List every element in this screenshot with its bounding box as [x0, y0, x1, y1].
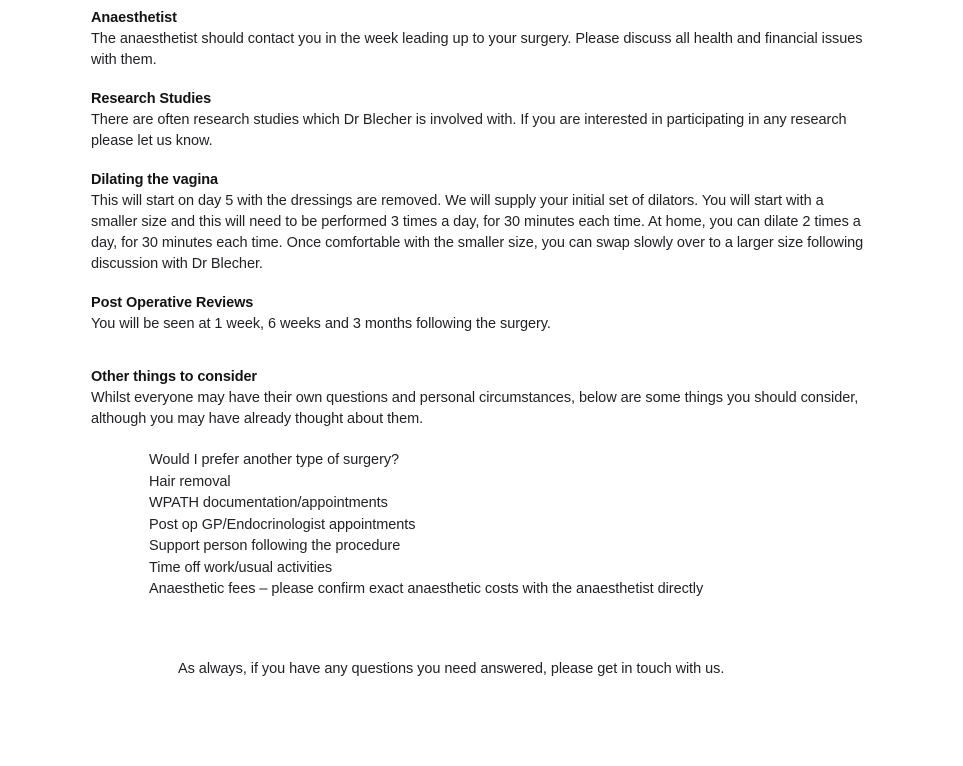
section-body-dilating-the-vagina: This will start on day 5 with the dressings are removed. We will supply your initial set of dilators. You will start with a smaller size and this will need to be performed 3 times a day, for 30 minutes each time. At home, you can dilate 2 times a day, for 30 minutes each time. Once comfortable with the smaller size, you can swap slowly over to a larger size following discussion with Dr Blecher.	[91, 193, 864, 272]
section-body-research-studies: There are often research studies which Dr Blecher is involved with. If you are interested in participating in any research please let us know.	[91, 112, 847, 149]
section-heading-anaesthetist: Anaesthetist	[91, 10, 177, 26]
list-item: Hair removal	[149, 473, 231, 490]
section-body-other-things-to-consider: Whilst everyone may have their own questions and personal circumstances, below are some things you should consider, although you may have already thought about them.	[91, 390, 859, 427]
section-heading-research-studies: Research Studies	[91, 91, 212, 107]
section-heading-dilating-the-vagina: Dilating the vagina	[91, 172, 219, 188]
list-item: Support person following the procedure	[149, 538, 401, 554]
section-post-operative-reviews	[91, 293, 869, 335]
section-body-post-operative-reviews: You will be seen at 1 week, 6 weeks and 3 months following the surgery.	[91, 316, 551, 332]
section-anaesthetist	[91, 8, 869, 71]
section-heading-post-operative-reviews: Post Operative Reviews	[91, 295, 254, 311]
section-other-things-to-consider	[91, 367, 869, 430]
considerations-list	[149, 450, 869, 601]
section-heading-other-things-to-consider: Other things to consider	[91, 369, 257, 385]
list-item: Anaesthetic fees – please confirm exact anaesthetic costs with the anaesthetist directly	[149, 581, 704, 597]
section-body-anaesthetist: The anaesthetist should contact you in the week leading up to your surgery. Please discuss all health and financial issues with them.	[91, 31, 863, 68]
list-item: WPATH documentation/appointments	[149, 495, 388, 511]
document-content	[91, 8, 869, 680]
list-item: Would I prefer another type of surgery?	[149, 452, 400, 468]
section-dilating-the-vagina	[91, 170, 869, 275]
closing-statement: As always, if you have any questions you need answered, please get in touch with us.	[178, 660, 725, 677]
list-item: Time off work/usual activities	[149, 559, 333, 576]
list-item: Post op GP/Endocrinologist appointments	[149, 516, 416, 533]
section-research-studies	[91, 89, 869, 152]
